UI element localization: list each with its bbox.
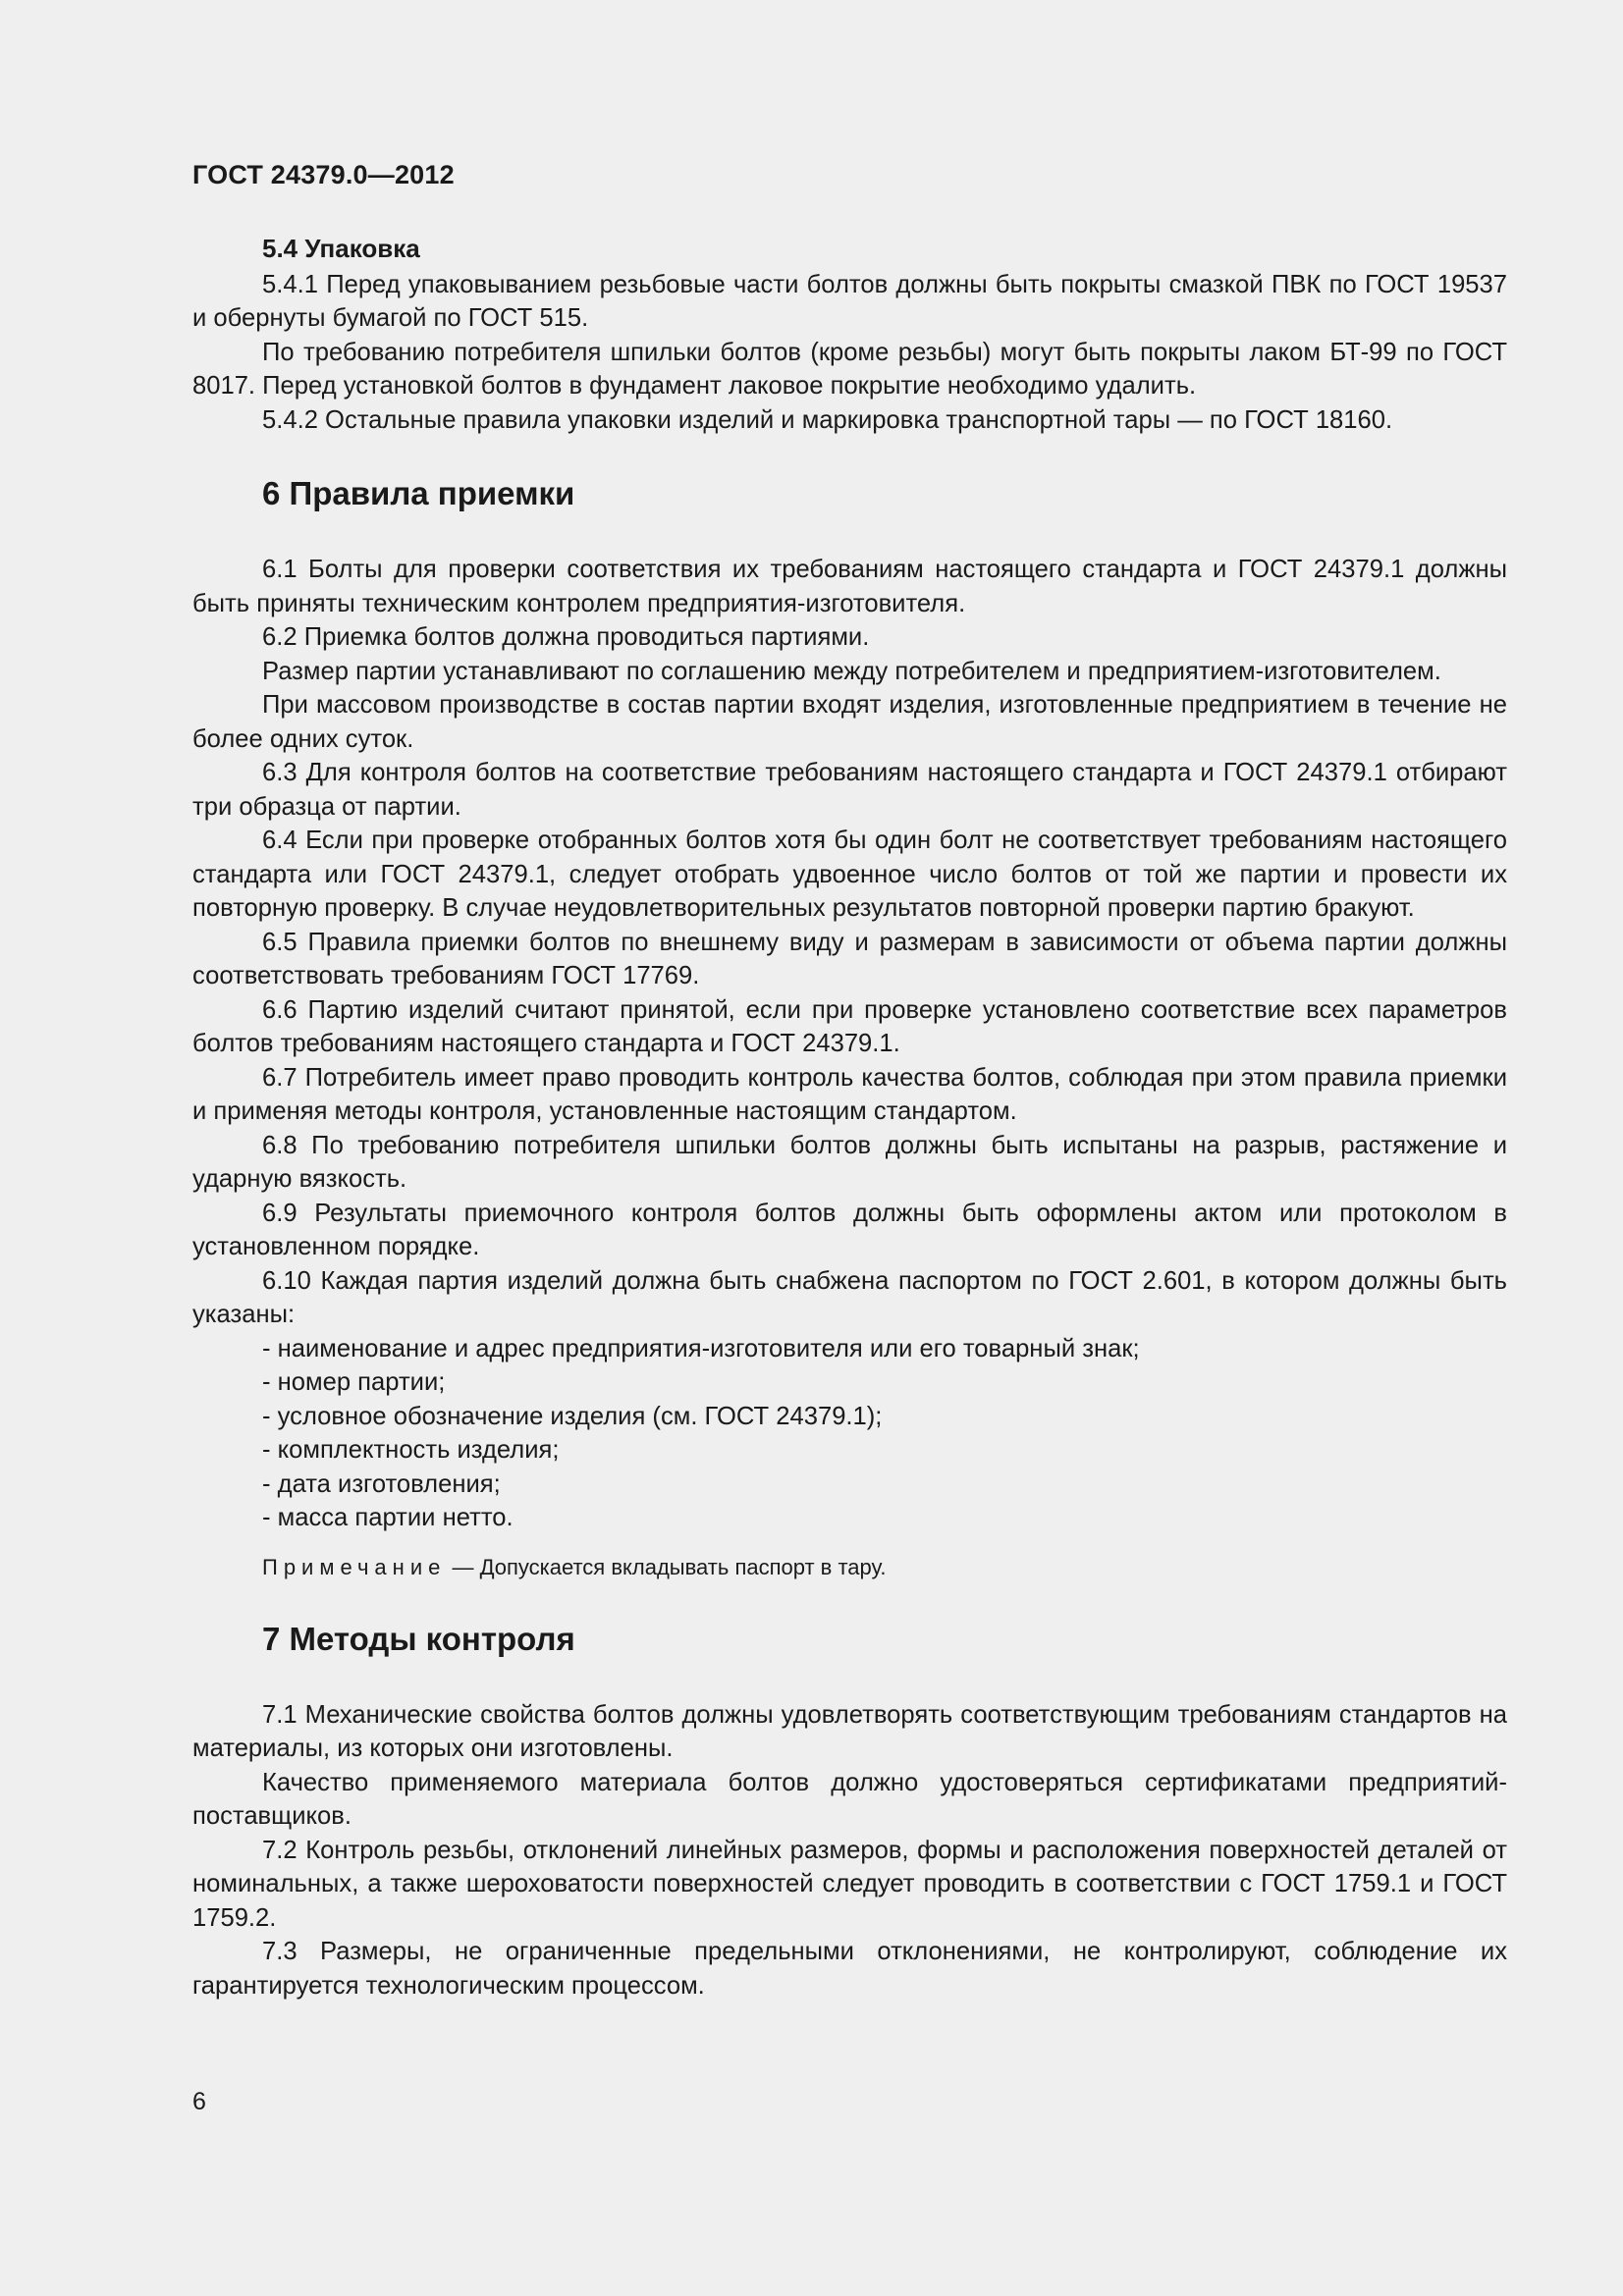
paragraph-6-10: 6.10 Каждая партия изделий должна быть снабжена паспортом по ГОСТ 2.601, в котором должны быть указаны:: [192, 1266, 1507, 1328]
document-page: [192, 157, 1507, 2002]
paragraph-7-1: 7.1 Механические свойства болтов должны удовлетворять соответствующим требованиям стандартов на материалы, из которых они изготовлены.: [192, 1700, 1507, 1762]
list-item: - комплектность изделия;: [262, 1436, 560, 1464]
paragraph-6-9: 6.9 Результаты приемочного контроля болтов должны быть оформлены актом или протоколом в установленном порядке.: [192, 1199, 1507, 1260]
note-text: — Допускается вкладывать паспорт в тару.: [446, 1554, 887, 1579]
paragraph-6-6: 6.6 Партию изделий считают принятой, если при проверке установлено соответствие всех параметров болтов требованиям настоящего стандарта и ГОСТ 24379.1.: [192, 995, 1507, 1057]
section-title-7: 7 Методы контроля: [262, 1620, 575, 1657]
paragraph-6-8: 6.8 По требованию потребителя шпильки болтов должны быть испытаны на разрыв, растяжение и ударную вязкость.: [192, 1131, 1507, 1193]
list-item: - номер партии;: [262, 1368, 446, 1396]
subsection-title-5-4: 5.4 Упаковка: [262, 234, 420, 263]
section-title-6: 6 Правила приемки: [262, 475, 575, 511]
list-item: - дата изготовления;: [262, 1469, 501, 1498]
list-item: - масса партии нетто.: [262, 1504, 514, 1531]
list-item: - наименование и адрес предприятия-изготовителя или его товарный знак;: [262, 1334, 1140, 1362]
paragraph-7-2: 7.2 Контроль резьбы, отклонений линейных размеров, формы и расположения поверхностей деталей от номинальных, а также шероховатости поверхностей следует проводить в соответствии с ГОСТ 1759.1 и ГОСТ 1759.2.: [192, 1836, 1507, 1932]
paragraph-6-4: 6.4 Если при проверке отобранных болтов хотя бы один болт не соответствует требованиям настоящего стандарта или ГОСТ 24379.1, следует отобрать удвоенное число болтов от той же партии и провести их повторную проверку. В случае неудовлетворительных результатов повторной проверки партию бракуют.: [192, 827, 1507, 922]
paragraph: Качество применяемого материала болтов должно удостоверяться сертификатами предприятий-поставщиков.: [192, 1768, 1507, 1830]
paragraph-6-5: 6.5 Правила приемки болтов по внешнему виду и размерам в зависимости от объема партии должны соответствовать требованиям ГОСТ 17769.: [192, 928, 1507, 989]
paragraph-5-4-1: 5.4.1 Перед упаковыванием резьбовые части болтов должны быть покрыты смазкой ПВК по ГОСТ 19537 и обернуты бумагой по ГОСТ 515.: [192, 270, 1507, 332]
paragraph: При массовом производстве в состав партии входят изделия, изготовленные предприятием в течение не более одних суток.: [192, 691, 1507, 753]
paragraph-6-7: 6.7 Потребитель имеет право проводить контроль качества болтов, соблюдая при этом правила приемки и применяя методы контроля, установленные настоящим стандартом.: [192, 1063, 1507, 1125]
paragraph: Размер партии устанавливают по соглашению между потребителем и предприятием-изготовителем.: [262, 657, 1441, 685]
document-header: ГОСТ 24379.0—2012: [192, 160, 455, 189]
page-number: 6: [192, 2088, 206, 2115]
paragraph-6-3: 6.3 Для контроля болтов на соответствие требованиям настоящего стандарта и ГОСТ 24379.1 отбирают три образца от партии.: [192, 759, 1507, 821]
paragraph-6-1: 6.1 Болты для проверки соответствия их требованиям настоящего стандарта и ГОСТ 24379.1 должны быть приняты техническим контролем предприятия-изготовителя.: [192, 556, 1507, 617]
note: [192, 1553, 1507, 1582]
paragraph: По требованию потребителя шпильки болтов (кроме резьбы) могут быть покрыты лаком БТ-99 по ГОСТ 8017. Перед установкой болтов в фундамент лаковое покрытие необходимо удалить.: [192, 338, 1507, 400]
list-item: - условное обозначение изделия (см. ГОСТ 24379.1);: [262, 1402, 883, 1430]
paragraph-6-2: 6.2 Приемка болтов должна проводиться партиями.: [262, 623, 870, 651]
paragraph-7-3: 7.3 Размеры, не ограниченные предельными отклонениями, не контролируют, соблюдение их гарантируется технологическим процессом.: [192, 1938, 1507, 2000]
paragraph-5-4-2: 5.4.2 Остальные правила упаковки изделий и маркировка транспортной тары — по ГОСТ 18160.: [262, 405, 1393, 434]
note-label: Примечание: [262, 1554, 447, 1579]
